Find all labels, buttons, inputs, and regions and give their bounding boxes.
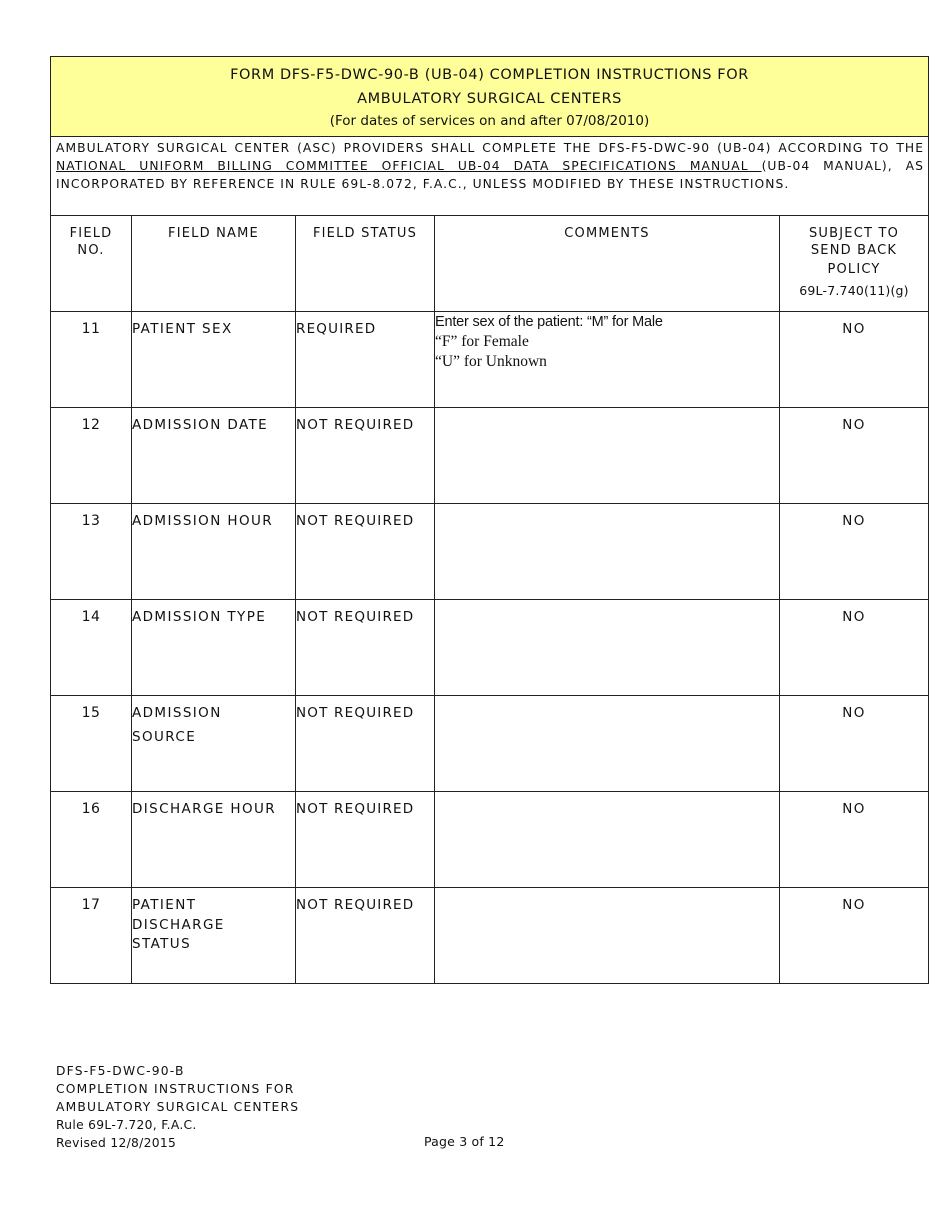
- field-status: NOT REQUIRED: [296, 609, 415, 625]
- comments-cell: [435, 792, 780, 888]
- field-name-line-1: PATIENT: [132, 897, 197, 913]
- title-row: [51, 57, 929, 137]
- field-name-cell: [132, 696, 296, 792]
- field-no-cell: [51, 888, 132, 984]
- field-no: 14: [81, 609, 101, 625]
- comments-cell: [435, 696, 780, 792]
- policy-cell: [780, 408, 929, 504]
- table-row: [51, 792, 929, 888]
- policy-value: NO: [842, 417, 866, 433]
- header-field-no: [51, 216, 132, 312]
- field-name-cell: [132, 408, 296, 504]
- field-name-line-1: ADMISSION: [132, 705, 222, 721]
- header-policy-line-1: SUBJECT TO: [808, 226, 900, 241]
- comments-cell: [435, 600, 780, 696]
- intro-paragraph: [51, 137, 928, 193]
- field-name: DISCHARGE HOUR: [132, 801, 277, 817]
- field-name: PATIENT SEX: [132, 321, 233, 337]
- footer-rule: Rule 69L-7.720, F.A.C.: [56, 1118, 197, 1132]
- field-name-line-2: SOURCE: [132, 729, 197, 745]
- field-status: NOT REQUIRED: [296, 705, 415, 721]
- field-name: ADMISSION TYPE: [132, 609, 267, 625]
- form-subtitle: (For dates of services on and after 07/08/2010): [329, 113, 650, 129]
- table-row: [51, 312, 929, 408]
- form-title-line-2: AMBULATORY SURGICAL CENTERS: [357, 91, 622, 107]
- header-field-no-line-1: FIELD: [69, 226, 113, 241]
- policy-value: NO: [842, 609, 866, 625]
- ub04-manual-reference: NATIONAL UNIFORM BILLING COMMITTEE OFFICIAL UB-04 DATA SPECIFICATIONS MANUAL: [56, 159, 762, 173]
- header-field-status: [296, 216, 435, 312]
- field-status-cell: [296, 696, 435, 792]
- header-field-no-line-2: NO.: [77, 243, 105, 258]
- policy-cell: [780, 600, 929, 696]
- header-policy-line-2: SEND BACK: [810, 243, 898, 258]
- policy-cell: [780, 504, 929, 600]
- comment-line-3: “U” for Unknown: [435, 353, 547, 370]
- field-name-cell: [132, 888, 296, 984]
- policy-value: NO: [842, 801, 866, 817]
- policy-cell: [780, 792, 929, 888]
- field-status: REQUIRED: [296, 321, 377, 337]
- table-row: [51, 504, 929, 600]
- comments-cell: [435, 408, 780, 504]
- footer-form-id: DFS-F5-DWC-90-B: [56, 1064, 185, 1078]
- table-row: [51, 888, 929, 984]
- form-title-line-1: FORM DFS-F5-DWC-90-B (UB-04) COMPLETION INSTRUCTIONS FOR: [230, 67, 749, 83]
- field-name: ADMISSION HOUR: [132, 513, 274, 529]
- page-number: Page 3 of 12: [424, 1134, 505, 1149]
- header-field-status-label: FIELD STATUS: [312, 226, 418, 241]
- field-no-cell: [51, 600, 132, 696]
- header-comments-label: COMMENTS: [564, 226, 650, 241]
- intro-text-part-2: (UB-04 MANUAL), AS INCORPORATED BY REFERENCE IN RULE 69L-8.072, F.A.C., UNLESS MODIFIED BY THESE INSTRUCTIONS.: [56, 159, 925, 191]
- comments-cell: [435, 504, 780, 600]
- field-no-cell: [51, 696, 132, 792]
- field-no: 13: [81, 513, 101, 529]
- intro-text-part-1: AMBULATORY SURGICAL CENTER (ASC) PROVIDERS SHALL COMPLETE THE DFS-F5-DWC-90 (UB-04) ACCORDING TO THE: [56, 141, 925, 155]
- field-no-cell: [51, 408, 132, 504]
- footer-title-line-1: COMPLETION INSTRUCTIONS FOR: [56, 1082, 295, 1096]
- field-name-line-3: STATUS: [132, 936, 192, 952]
- field-no-cell: [51, 504, 132, 600]
- comments-cell: [435, 888, 780, 984]
- field-no-cell: [51, 792, 132, 888]
- field-status-cell: [296, 408, 435, 504]
- field-no: 11: [81, 321, 101, 337]
- field-name-line-2: DISCHARGE: [132, 916, 225, 933]
- field-status-cell: [296, 504, 435, 600]
- field-status-cell: [296, 600, 435, 696]
- table-row: [51, 600, 929, 696]
- field-no: 12: [81, 417, 101, 433]
- comment-line-1: Enter sex of the patient: “M” for Male: [435, 314, 663, 330]
- field-name-cell: [132, 504, 296, 600]
- table-row: [51, 408, 929, 504]
- field-status: NOT REQUIRED: [296, 513, 415, 529]
- comments-cell: [435, 312, 780, 408]
- policy-cell: [780, 888, 929, 984]
- footer-revised-date: Revised 12/8/2015: [56, 1136, 177, 1150]
- field-name-cell: [132, 792, 296, 888]
- policy-value: NO: [842, 513, 866, 529]
- header-send-back-policy: [780, 216, 929, 312]
- header-policy-rule: 69L-7.740(11)(g): [799, 283, 909, 298]
- form-title-block: [51, 57, 929, 137]
- field-status-cell: [296, 312, 435, 408]
- policy-value: NO: [842, 705, 866, 721]
- header-field-name: [132, 216, 296, 312]
- header-field-name-label: FIELD NAME: [168, 226, 259, 241]
- field-name: ADMISSION DATE: [132, 417, 269, 433]
- field-status-cell: [296, 792, 435, 888]
- field-name-cell: [132, 312, 296, 408]
- field-no-cell: [51, 312, 132, 408]
- field-no: 16: [81, 801, 101, 817]
- policy-value: NO: [842, 321, 866, 337]
- field-status: NOT REQUIRED: [296, 897, 415, 913]
- table-row: [51, 696, 929, 792]
- field-status: NOT REQUIRED: [296, 417, 415, 433]
- comment-line-2: “F” for Female: [435, 333, 529, 350]
- field-status: NOT REQUIRED: [296, 801, 415, 817]
- page-footer: [56, 1062, 299, 1152]
- field-no: 17: [81, 897, 101, 913]
- policy-cell: [780, 696, 929, 792]
- policy-value: NO: [842, 897, 866, 913]
- header-comments: [435, 216, 780, 312]
- policy-cell: [780, 312, 929, 408]
- field-name-cell: [132, 600, 296, 696]
- instructions-table: [50, 56, 929, 984]
- intro-row: [51, 137, 929, 216]
- field-no: 15: [81, 705, 101, 721]
- field-status-cell: [296, 888, 435, 984]
- footer-title-line-2: AMBULATORY SURGICAL CENTERS: [56, 1100, 300, 1114]
- header-policy-line-3: POLICY: [827, 262, 881, 277]
- column-header-row: [51, 216, 929, 312]
- intro-cell: [51, 137, 929, 216]
